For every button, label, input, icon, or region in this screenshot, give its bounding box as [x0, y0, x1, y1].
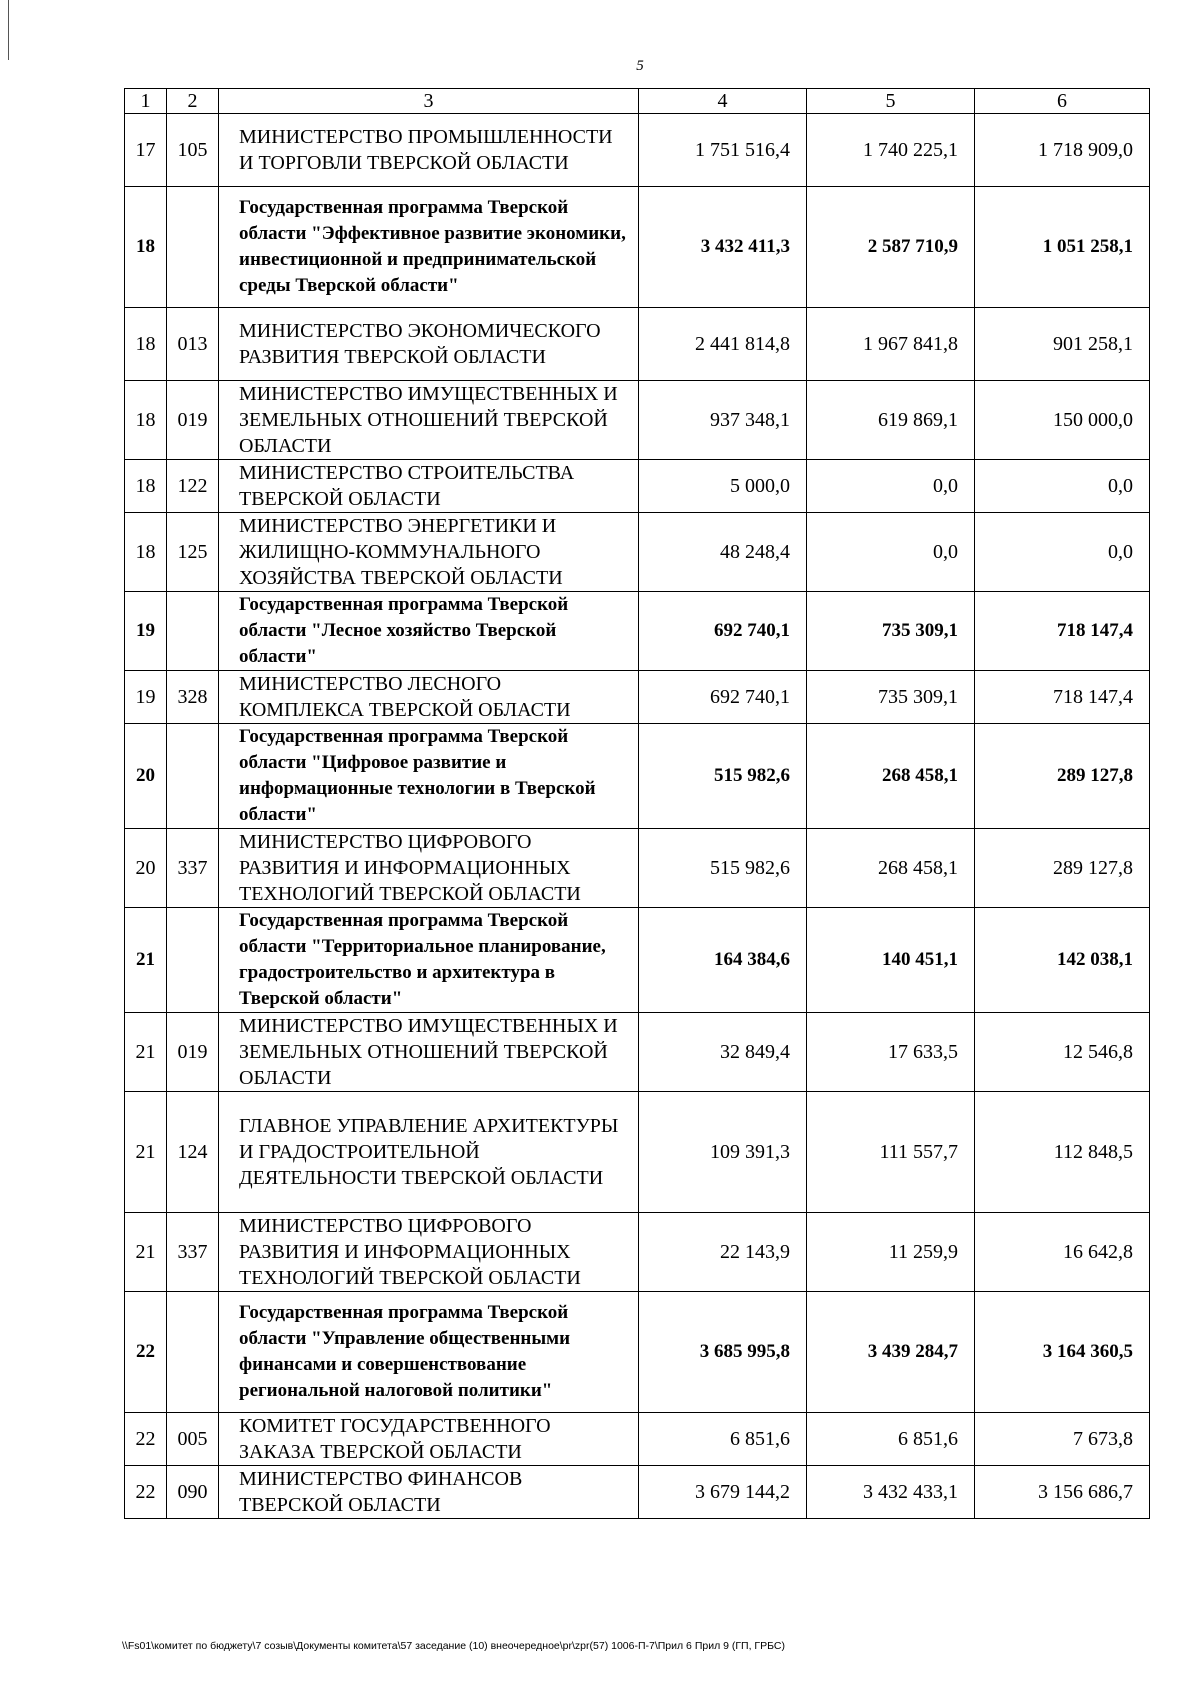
table-cell-c6: 3 164 360,5 [975, 1292, 1150, 1413]
table-cell-c6: 1 051 258,1 [975, 187, 1150, 308]
table-cell-c4: 109 391,3 [639, 1092, 807, 1213]
table-cell-c3: Государственная программа Тверской области "Цифровое развитие и информационные технологии в Тверской области" [219, 724, 639, 829]
table-cell-c1: 21 [125, 1092, 167, 1213]
table-cell-c6: 0,0 [975, 460, 1150, 513]
table-cell-c2: 125 [167, 513, 219, 592]
header-cell: 4 [639, 89, 807, 114]
program-row [125, 187, 1150, 308]
scan-margin-line [8, 0, 9, 60]
table-cell-c5: 0,0 [807, 513, 975, 592]
table-cell-c5: 268 458,1 [807, 829, 975, 908]
table-cell-c4: 5 000,0 [639, 460, 807, 513]
table-row [125, 513, 1150, 592]
table-cell-c3: Государственная программа Тверской области "Территориальное планирование, градостроительство и архитектура в Тверской области" [219, 908, 639, 1013]
table-cell-c5: 111 557,7 [807, 1092, 975, 1213]
table-cell-c4: 3 685 995,8 [639, 1292, 807, 1413]
table-cell-c6: 289 127,8 [975, 829, 1150, 908]
table-cell-c4: 164 384,6 [639, 908, 807, 1013]
table-cell-c4: 6 851,6 [639, 1413, 807, 1466]
table-cell-c4: 937 348,1 [639, 381, 807, 460]
budget-table [124, 88, 1150, 1519]
table-cell-c3: Государственная программа Тверской области "Эффективное развитие экономики, инвестиционной и предпринимательской среды Тверской области" [219, 187, 639, 308]
table-cell-c5: 3 432 433,1 [807, 1466, 975, 1519]
table-cell-c4: 32 849,4 [639, 1013, 807, 1092]
file-path-footer: \\Fs01\комитет по бюджету\7 созыв\Документы комитета\57 заседание (10) внеочередное\pr\zpr(57) 1006-П-7\Прил 6 Прил 9 (ГП, ГРБС) [122, 1640, 785, 1652]
table-cell-c3: МИНИСТЕРСТВО ЛЕСНОГО КОМПЛЕКСА ТВЕРСКОЙ ОБЛАСТИ [219, 671, 639, 724]
table-row [125, 1213, 1150, 1292]
table-cell-c4: 3 432 411,3 [639, 187, 807, 308]
table-cell-c1: 18 [125, 513, 167, 592]
program-row [125, 908, 1150, 1013]
table-cell-c5: 11 259,9 [807, 1213, 975, 1292]
table-cell-c3: МИНИСТЕРСТВО ИМУЩЕСТВЕННЫХ И ЗЕМЕЛЬНЫХ ОТНОШЕНИЙ ТВЕРСКОЙ ОБЛАСТИ [219, 1013, 639, 1092]
header-cell: 5 [807, 89, 975, 114]
table-cell-c3: МИНИСТЕРСТВО СТРОИТЕЛЬСТВА ТВЕРСКОЙ ОБЛАСТИ [219, 460, 639, 513]
header-cell: 6 [975, 89, 1150, 114]
table-cell-c4: 515 982,6 [639, 829, 807, 908]
table-cell-c1: 22 [125, 1466, 167, 1519]
table-cell-c2: 124 [167, 1092, 219, 1213]
table-cell-c4: 48 248,4 [639, 513, 807, 592]
table-cell-c6: 112 848,5 [975, 1092, 1150, 1213]
table-row [125, 114, 1150, 187]
table-cell-c1: 18 [125, 381, 167, 460]
table-row [125, 1092, 1150, 1213]
table-cell-c6: 289 127,8 [975, 724, 1150, 829]
table-row [125, 671, 1150, 724]
table-cell-c3: МИНИСТЕРСТВО ЦИФРОВОГО РАЗВИТИЯ И ИНФОРМАЦИОННЫХ ТЕХНОЛОГИЙ ТВЕРСКОЙ ОБЛАСТИ [219, 1213, 639, 1292]
table-cell-c5: 1 740 225,1 [807, 114, 975, 187]
table-cell-c1: 22 [125, 1292, 167, 1413]
table-cell-c3: Государственная программа Тверской области "Управление общественными финансами и совершенствование региональной налоговой политики" [219, 1292, 639, 1413]
table-cell-c5: 268 458,1 [807, 724, 975, 829]
table-cell-c2 [167, 187, 219, 308]
table-cell-c1: 22 [125, 1413, 167, 1466]
table-cell-c3: МИНИСТЕРСТВО ФИНАНСОВ ТВЕРСКОЙ ОБЛАСТИ [219, 1466, 639, 1519]
table-cell-c6: 16 642,8 [975, 1213, 1150, 1292]
table-header-row [125, 89, 1150, 114]
table-cell-c2: 019 [167, 1013, 219, 1092]
table-row [125, 1013, 1150, 1092]
table-cell-c6: 142 038,1 [975, 908, 1150, 1013]
header-cell: 3 [219, 89, 639, 114]
table-cell-c6: 718 147,4 [975, 671, 1150, 724]
table-cell-c5: 1 967 841,8 [807, 308, 975, 381]
table-cell-c5: 140 451,1 [807, 908, 975, 1013]
page-number: 5 [636, 58, 644, 74]
table-cell-c1: 19 [125, 671, 167, 724]
table-cell-c2 [167, 908, 219, 1013]
table-row [125, 460, 1150, 513]
table-cell-c5: 619 869,1 [807, 381, 975, 460]
table-cell-c6: 3 156 686,7 [975, 1466, 1150, 1519]
table-row [125, 381, 1150, 460]
table-cell-c4: 2 441 814,8 [639, 308, 807, 381]
header-cell: 1 [125, 89, 167, 114]
table-cell-c2: 337 [167, 1213, 219, 1292]
table-cell-c5: 3 439 284,7 [807, 1292, 975, 1413]
table-cell-c3: МИНИСТЕРСТВО ИМУЩЕСТВЕННЫХ И ЗЕМЕЛЬНЫХ ОТНОШЕНИЙ ТВЕРСКОЙ ОБЛАСТИ [219, 381, 639, 460]
table-cell-c2: 005 [167, 1413, 219, 1466]
table-cell-c5: 17 633,5 [807, 1013, 975, 1092]
table-cell-c4: 3 679 144,2 [639, 1466, 807, 1519]
table-cell-c1: 19 [125, 592, 167, 671]
table-cell-c2: 090 [167, 1466, 219, 1519]
table-cell-c4: 692 740,1 [639, 671, 807, 724]
table-cell-c3: ГЛАВНОЕ УПРАВЛЕНИЕ АРХИТЕКТУРЫ И ГРАДОСТРОИТЕЛЬНОЙ ДЕЯТЕЛЬНОСТИ ТВЕРСКОЙ ОБЛАСТИ [219, 1092, 639, 1213]
table-row [125, 1466, 1150, 1519]
table-cell-c6: 12 546,8 [975, 1013, 1150, 1092]
table-cell-c3: МИНИСТЕРСТВО ЦИФРОВОГО РАЗВИТИЯ И ИНФОРМАЦИОННЫХ ТЕХНОЛОГИЙ ТВЕРСКОЙ ОБЛАСТИ [219, 829, 639, 908]
table-cell-c6: 901 258,1 [975, 308, 1150, 381]
table-row [125, 308, 1150, 381]
table-cell-c2: 019 [167, 381, 219, 460]
table-cell-c2: 013 [167, 308, 219, 381]
table-cell-c2 [167, 724, 219, 829]
table-cell-c5: 735 309,1 [807, 671, 975, 724]
table-cell-c3: МИНИСТЕРСТВО ЭКОНОМИЧЕСКОГО РАЗВИТИЯ ТВЕРСКОЙ ОБЛАСТИ [219, 308, 639, 381]
table-cell-c1: 18 [125, 460, 167, 513]
table-cell-c4: 515 982,6 [639, 724, 807, 829]
table-cell-c2: 328 [167, 671, 219, 724]
table-cell-c5: 6 851,6 [807, 1413, 975, 1466]
table-cell-c3: МИНИСТЕРСТВО ПРОМЫШЛЕННОСТИ И ТОРГОВЛИ ТВЕРСКОЙ ОБЛАСТИ [219, 114, 639, 187]
program-row [125, 592, 1150, 671]
table-cell-c2: 337 [167, 829, 219, 908]
table-cell-c4: 22 143,9 [639, 1213, 807, 1292]
header-cell: 2 [167, 89, 219, 114]
table-cell-c1: 21 [125, 908, 167, 1013]
table-cell-c6: 718 147,4 [975, 592, 1150, 671]
table-cell-c1: 17 [125, 114, 167, 187]
table-cell-c5: 735 309,1 [807, 592, 975, 671]
table-cell-c6: 1 718 909,0 [975, 114, 1150, 187]
table-cell-c2: 105 [167, 114, 219, 187]
table-cell-c5: 0,0 [807, 460, 975, 513]
table-cell-c4: 692 740,1 [639, 592, 807, 671]
table-row [125, 829, 1150, 908]
table-row [125, 1413, 1150, 1466]
program-row [125, 724, 1150, 829]
table-cell-c1: 21 [125, 1213, 167, 1292]
table-cell-c3: МИНИСТЕРСТВО ЭНЕРГЕТИКИ И ЖИЛИЩНО-КОММУНАЛЬНОГО ХОЗЯЙСТВА ТВЕРСКОЙ ОБЛАСТИ [219, 513, 639, 592]
table-cell-c6: 7 673,8 [975, 1413, 1150, 1466]
table-cell-c6: 150 000,0 [975, 381, 1150, 460]
table-cell-c1: 21 [125, 1013, 167, 1092]
table-cell-c3: Государственная программа Тверской области "Лесное хозяйство Тверской области" [219, 592, 639, 671]
table-cell-c2: 122 [167, 460, 219, 513]
table-cell-c2 [167, 592, 219, 671]
table-cell-c1: 20 [125, 724, 167, 829]
table-cell-c4: 1 751 516,4 [639, 114, 807, 187]
table-cell-c5: 2 587 710,9 [807, 187, 975, 308]
table-cell-c1: 20 [125, 829, 167, 908]
program-row [125, 1292, 1150, 1413]
table-cell-c1: 18 [125, 187, 167, 308]
table-cell-c3: КОМИТЕТ ГОСУДАРСТВЕННОГО ЗАКАЗА ТВЕРСКОЙ ОБЛАСТИ [219, 1413, 639, 1466]
table-cell-c1: 18 [125, 308, 167, 381]
table-cell-c2 [167, 1292, 219, 1413]
table-cell-c6: 0,0 [975, 513, 1150, 592]
